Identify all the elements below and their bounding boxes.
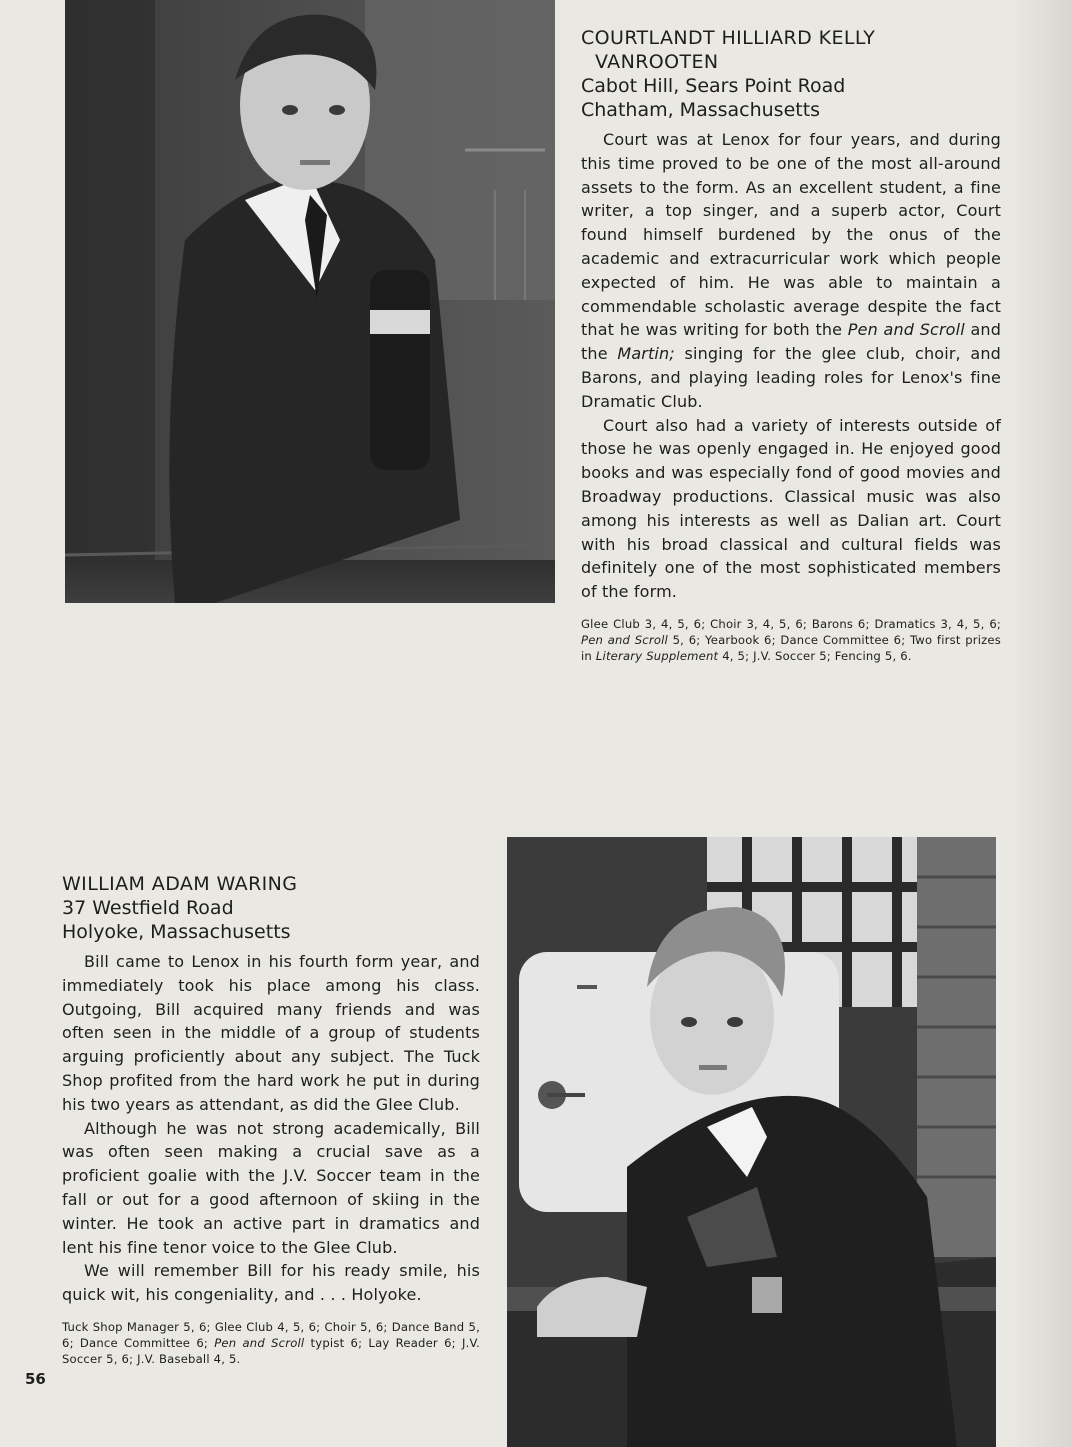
bio-paragraph: We will remember Bill for his ready smile, his quick wit, his congeniality, and . . . Holyoke. [62, 1261, 480, 1305]
biography [581, 128, 1001, 604]
address-city: Holyoke, Massachusetts [62, 921, 291, 943]
bio-paragraph: Bill came to Lenox in his fourth form year, and immediately took his place among his class. Outgoing, Bill acquired many friends and was often seen in the middle of a group of students arguing proficiently about any subject. The Tuck Shop profited from the hard work he put in during his two years as attendant, as did the Glee Club. [62, 952, 480, 1114]
portrait-photo-waring [507, 837, 996, 1447]
address-city: Chatham, Massachusetts [581, 99, 821, 121]
publication-title: Literary Supplement [595, 648, 719, 663]
activities-text: Glee Club 3, 4, 5, 6; Choir 3, 4, 5, 6; Barons 6; Dramatics 3, 4, 5, 6; [581, 616, 1001, 631]
activities-list [581, 616, 1001, 664]
bio-text: Court was at Lenox for four years, and during this time proved to be one of the most all-around assets to the form. As an excellent student, a fine writer, a top singer, and a superb actor, Court found himself burdened by the onus of the academic and extracurricular work which people expected of him. He was able to maintain a commendable scholastic average despite the fact that he was writing for both the [581, 130, 1001, 340]
portrait-illustration [507, 837, 996, 1447]
publication-title: Martin; [617, 344, 675, 364]
activities-list [62, 1319, 480, 1367]
activities-text: 4, 5; J.V. Soccer 5; Fencing 5, 6. [718, 648, 912, 663]
portrait-illustration [65, 0, 555, 603]
bio-paragraph: Court also had a variety of interests outside of those he was openly engaged in. He enjoyed good books and was especially fond of good movies and Broadway productions. Classical music was also among his interests as well as Dalian art. Court with his broad classical and cultural fields was definitely one of the most sophisticated members of the form. [581, 415, 1001, 602]
page-number: 56 [25, 1370, 46, 1388]
biography [62, 950, 480, 1307]
publication-title: Pen and Scroll [581, 632, 668, 647]
activities-text: 5, 6; Yearbook 6; Dance Committee 6; Two first prizes in [581, 632, 1002, 663]
address-street: 37 Westfield Road [62, 897, 234, 919]
student-name-line1: COURTLANDT HILLIARD KELLY [581, 27, 876, 49]
entry-vanrooten [581, 26, 1001, 664]
bio-text: and the [581, 320, 1001, 364]
activities-text: Tuck Shop Manager 5, 6; Glee Club 4, 5, 6; Choir 5, 6; Dance Band 5, 6; Dance Committee 6; [62, 1319, 480, 1350]
portrait-photo-vanrooten [65, 0, 555, 603]
bio-paragraph [581, 128, 1001, 414]
publication-title: Pen and Scroll [847, 320, 965, 340]
publication-title: Pen and Scroll [214, 1335, 305, 1350]
student-name-line2: VANROOTEN [595, 51, 719, 73]
student-name [581, 26, 1001, 74]
address-street: Cabot Hill, Sears Point Road [581, 75, 846, 97]
page-edge-shadow [1012, 0, 1072, 1447]
bio-text: singing for the glee club, choir, and Barons, and playing leading roles for Lenox's fine Dramatic Club. [581, 344, 1001, 411]
entry-waring [62, 872, 480, 1367]
bio-paragraph: Although he was not strong academically, Bill was often seen making a crucial save as a proficient goalie with the J.V. Soccer team in the fall or out for a good afternoon of skiing in the winter. He took an active part in dramatics and lent his fine tenor voice to the Glee Club. [62, 1118, 480, 1257]
activities-text: typist 6; Lay Reader 6; J.V. Soccer 5, 6; J.V. Baseball 4, 5. [62, 1335, 480, 1366]
student-name: WILLIAM ADAM WARING [62, 873, 298, 895]
